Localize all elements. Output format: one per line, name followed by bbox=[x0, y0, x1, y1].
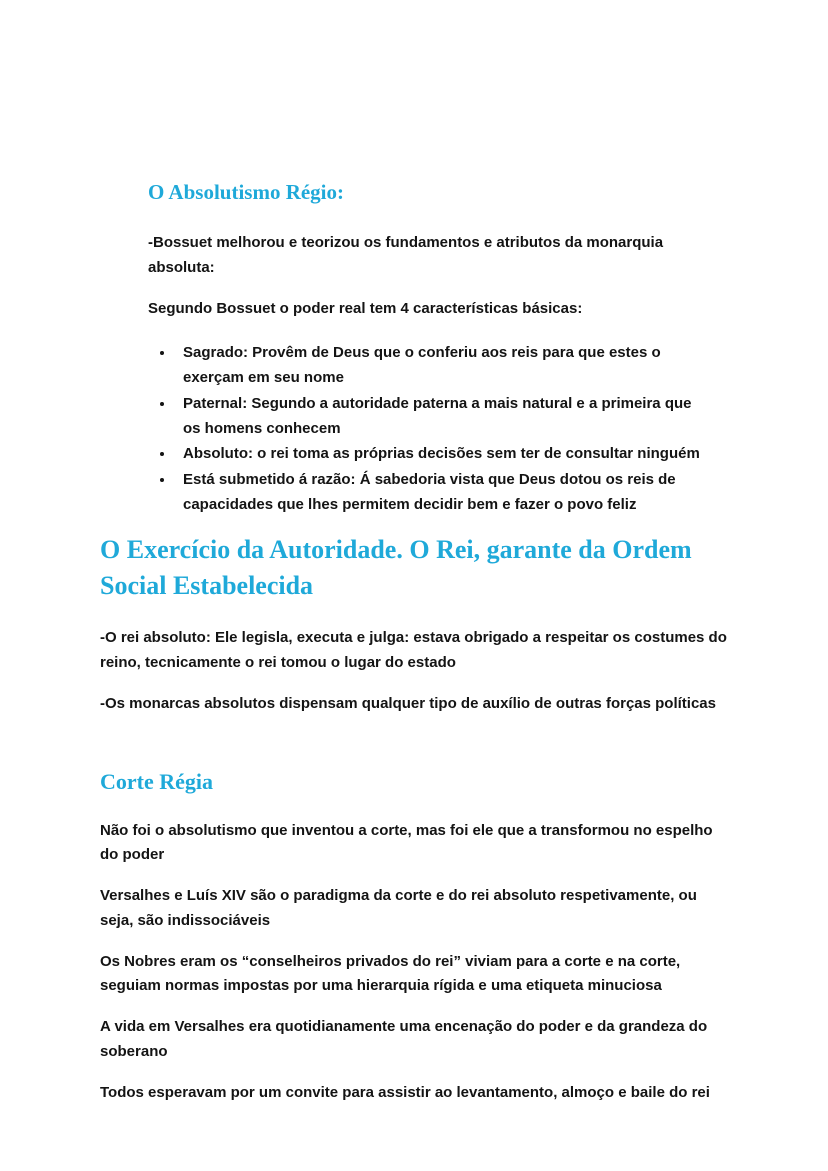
list-item-submetido-razao: • Está submetido á razão: Á sabedoria vista que Deus dotou os reis de capacidades que lhes permitem decidir bem e fazer o povo feliz bbox=[175, 468, 704, 518]
paragraph-versalhes-luis-xiv: Versalhes e Luís XIV são o paradigma da corte e do rei absoluto respetivamente, ou seja, são indissociáveis bbox=[100, 887, 697, 929]
paragraph-convite-levantamento: Todos esperavam por um convite para assistir ao levantamento, almoço e baile do rei bbox=[100, 1083, 710, 1101]
heading-corte-regia: Corte Régia bbox=[100, 768, 214, 794]
list-item-paternal: • Paternal: Segundo a autoridade paterna a mais natural e a primeira que os homens conhecem bbox=[175, 392, 704, 442]
paragraph-bossuet-caracteristicas: Segundo Bossuet o poder real tem 4 características básicas: bbox=[148, 299, 583, 317]
bullet-list-caracteristicas bbox=[148, 341, 704, 517]
paragraph-corte-espelho-poder: Não foi o absolutismo que inventou a corte, mas foi ele que a transformou no espelho do poder bbox=[100, 821, 713, 864]
heading-exercicio-autoridade: O Exercício da Autoridade. O Rei, garante da Ordem Social Estabelecida bbox=[100, 534, 692, 600]
heading-absolutismo-regio: O Absolutismo Régio: bbox=[148, 180, 345, 204]
section-absolutismo-regio bbox=[148, 180, 704, 518]
paragraph-vida-versalhes: A vida em Versalhes era quotidianamente uma encenação do poder e da grandeza do soberano bbox=[100, 1018, 708, 1060]
list-item-sagrado: • Sagrado: Provêm de Deus que o conferiu aos reis para que estes o exerçam em seu nome bbox=[175, 341, 704, 391]
paragraph-nobres-conselheiros: Os Nobres eram os “conselheiros privados do rei” viviam para a corte e na corte, seguiam normas impostas por uma hierarquia rígida e uma etiqueta minuciosa bbox=[100, 952, 681, 995]
paragraph-rei-absoluto: -O rei absoluto: Ele legisla, executa e julga: estava obrigado a respeitar os costumes do reino, tecnicamente o rei tomou o lugar do estado bbox=[100, 629, 727, 672]
section-exercicio-autoridade bbox=[100, 532, 732, 717]
paragraph-bossuet-fundamentos: -Bossuet melhorou e teorizou os fundamentos e atributos da monarquia absoluta: bbox=[148, 234, 664, 276]
list-item-absoluto: • Absoluto: o rei toma as próprias decisões sem ter de consultar ninguém bbox=[175, 442, 704, 467]
paragraph-monarcas-absolutos: -Os monarcas absolutos dispensam qualquer tipo de auxílio de outras forças políticas bbox=[100, 694, 716, 712]
section-corte-regia bbox=[100, 769, 732, 1106]
